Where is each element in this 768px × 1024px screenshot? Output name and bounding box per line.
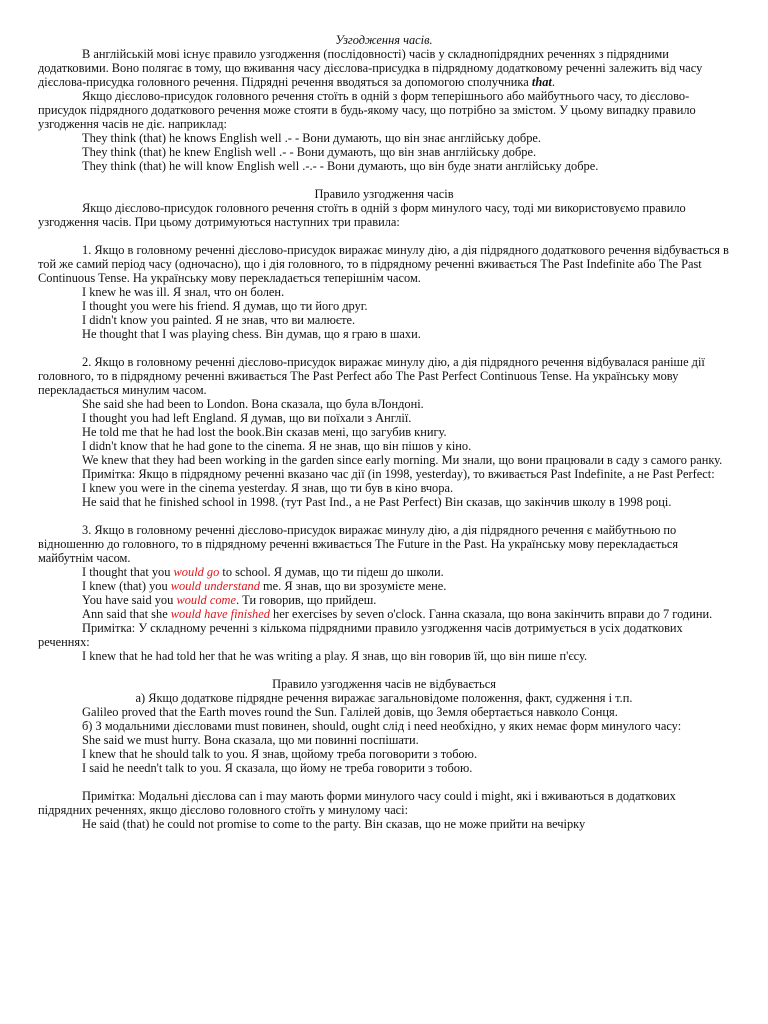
note-modal: Примітка: Модальні дієслова can і may мають форми минулого часу could і might, які і вживаються в додаткових підрядних реченнях, якщо дієслово головного стоїть у минулому часі:	[38, 789, 676, 817]
highlight-future-in-past: would have finished	[170, 607, 270, 621]
example-rule1-1: I knew he was ill. Я знал, что он болен.	[82, 285, 285, 299]
example-rule1-3: I didn't know you painted. Я не знав, что ви малюєте.	[82, 313, 356, 327]
section-heading-no-rule: Правило узгодження часів не відбувається	[272, 677, 496, 691]
example-rule2-3: He told me that he had lost the book.Він сказав мені, що загубив книгу.	[82, 425, 447, 439]
example-present-2: They think (that) he knew English well .- - Вони думають, що він знав англійську добре.	[82, 145, 537, 159]
note-rule-3: Примітка: У складному реченні з кількома підрядними правило узгодження часів дотримується в усіх додаткових реченнях:	[38, 621, 683, 649]
example-present-3: They think (that) he will know English well .-.- - Вони думають, що він буде знати англійську добре.	[82, 159, 599, 173]
example-modal-3: I said he needn't talk to you. Я сказала, що йому не треба говорити з тобою.	[82, 761, 473, 775]
spacer	[38, 509, 730, 523]
highlight-future-in-past: would come	[176, 593, 236, 607]
rule-3-paragraph: 3. Якщо в головному реченні дієслово-присудок виражає минулу дію, а дія підрядного речення є майбутньою по відношенню до головного, то в підрядному реченні вживається The Future in the Past. На українську мову перекладається майбутнім часом.	[38, 523, 679, 565]
example-note2-2: He said that he finished school in 1998. (тут Past Ind., а не Past Perfect) Він сказав, що закінчив школу в 1998 році.	[82, 495, 672, 509]
spacer	[38, 173, 730, 187]
intro-text: В англійській мові існує правило узгодження (послідовності) часів у складнопідрядних реченнях з підрядними додатковими. Воно полягає в тому, що вживання часу дієслова-присудка в підрядному додатковому реченні залежить від часу дієслова-присудка головного речення. Підрядні речення вводяться за допомогою сполучника	[38, 47, 703, 89]
example-text: I knew (that) you	[82, 579, 171, 593]
example-text: You have said you	[82, 593, 177, 607]
example-final: He said (that) he could not promise to come to the party. Він сказав, що не може прийти на вечірку	[82, 817, 586, 831]
example-rule2-1: She said she had been to London. Вона сказала, що була вЛондоні.	[82, 397, 424, 411]
example-rule1-4: He thought that I was playing chess. Він думав, що я граю в шахи.	[82, 327, 421, 341]
past-tense-paragraph: Якщо дієслово-присудок головного речення стоїть в одній з форм минулого часу, тоді ми використовуємо правило узгодження часів. При цьому дотримуються наступних три правила:	[38, 201, 686, 229]
example-text: . Ти говорив, що прийдеш.	[235, 593, 377, 607]
highlight-future-in-past: would go	[173, 565, 220, 579]
rule-2-paragraph: 2. Якщо в головному реченні дієслово-присудок виражає минулу дію, а дія підрядного речення відбувалася раніше дії головного, то в підрядному реченні вживається The Past Perfect або The Past Perfect Continuous Tense. На українську мову перекладається минулим часом.	[38, 355, 705, 397]
example-rule3-2	[38, 579, 730, 593]
spacer	[38, 663, 730, 677]
highlight-future-in-past: would understand	[170, 579, 260, 593]
case-b: б) З модальними дієсловами must повинен, should, ought слід і need необхідно, у яких немає форм минулого часу:	[82, 719, 682, 733]
example-text: to school. Я думав, що ти підеш до школи.	[219, 565, 444, 579]
rule-1-paragraph: 1. Якщо в головному реченні дієслово-присудок виражає минулу дію, а дія підрядного додаткового речення відбувається в той же самий період часу (одночасно), що і дія головного, то в підрядному реченні вживається The Past Indefinite або The Past Continuous Tense. На українську мову перекладається теперішнім часом.	[38, 243, 729, 285]
example-modal-1: She said we must hurry. Вона сказала, що ми повинні поспішати.	[82, 733, 419, 747]
spacer	[38, 229, 730, 243]
example-rule3-1	[38, 565, 730, 579]
example-rule2-4: I didn't know that he had gone to the cinema. Я не знав, що він пішов у кіно.	[82, 439, 472, 453]
example-note3: I knew that he had told her that he was writing a play. Я знав, що він говорив їй, що він пише п'єсу.	[82, 649, 588, 663]
example-rule2-2: I thought you had left England. Я думав, що ви поїхали з Англії.	[82, 411, 412, 425]
example-note2-1: I knew you were in the cinema yesterday. Я знав, що ти був в кіно вчора.	[82, 481, 454, 495]
example-present-1: They think (that) he knows English well .- - Вони думають, що він знає англійську добре.	[82, 131, 542, 145]
intro-paragraph	[38, 47, 730, 89]
present-tense-paragraph: Якщо дієслово-присудок головного речення стоїть в одній з форм теперішнього або майбутнього часу, то дієслово-присудок підрядного додаткового речення може стояти в будь-якому часу, що потрібно за змістом. У цьому випадку правило узгодження часів не діє. наприклад:	[38, 89, 696, 131]
example-rule1-2: I thought you were his friend. Я думав, що ти його друг.	[82, 299, 368, 313]
section-heading-rule: Правило узгодження часів	[314, 187, 454, 201]
example-text: Ann said that she	[82, 607, 171, 621]
example-rule3-4	[38, 607, 730, 621]
note-rule-2: Примітка: Якщо в підрядному реченні вказано час дії (in 1998, yesterday), то вживається Past Indefinite, а не Past Perfect:	[82, 467, 715, 481]
example-rule3-3	[38, 593, 730, 607]
example-text: me. Я знав, що ви зрозумієте мене.	[259, 579, 447, 593]
example-galileo: Galileo proved that the Earth moves round the Sun. Галілей довів, що Земля обертається навколо Сонця.	[82, 705, 618, 719]
example-modal-2: I knew that he should talk to you. Я знав, щойому треба поговорити з тобою.	[82, 747, 478, 761]
example-rule2-5: We knew that they had been working in the garden since early morning. Ми знали, що вони працювали в саду з самого ранку.	[82, 453, 723, 467]
spacer	[38, 341, 730, 355]
spacer	[38, 775, 730, 789]
example-text: I thought that you	[82, 565, 174, 579]
intro-keyword-that: that	[531, 75, 552, 89]
document-title: Узгодження часів.	[335, 33, 433, 47]
example-text: her exercises by seven o'clock. Ганна сказала, що вона закінчить вправи до 7 години.	[269, 607, 713, 621]
intro-end: .	[551, 75, 555, 89]
case-a: а) Якщо додаткове підрядне речення виражає загальновідоме положення, факт, судження і т.п.	[135, 691, 633, 705]
